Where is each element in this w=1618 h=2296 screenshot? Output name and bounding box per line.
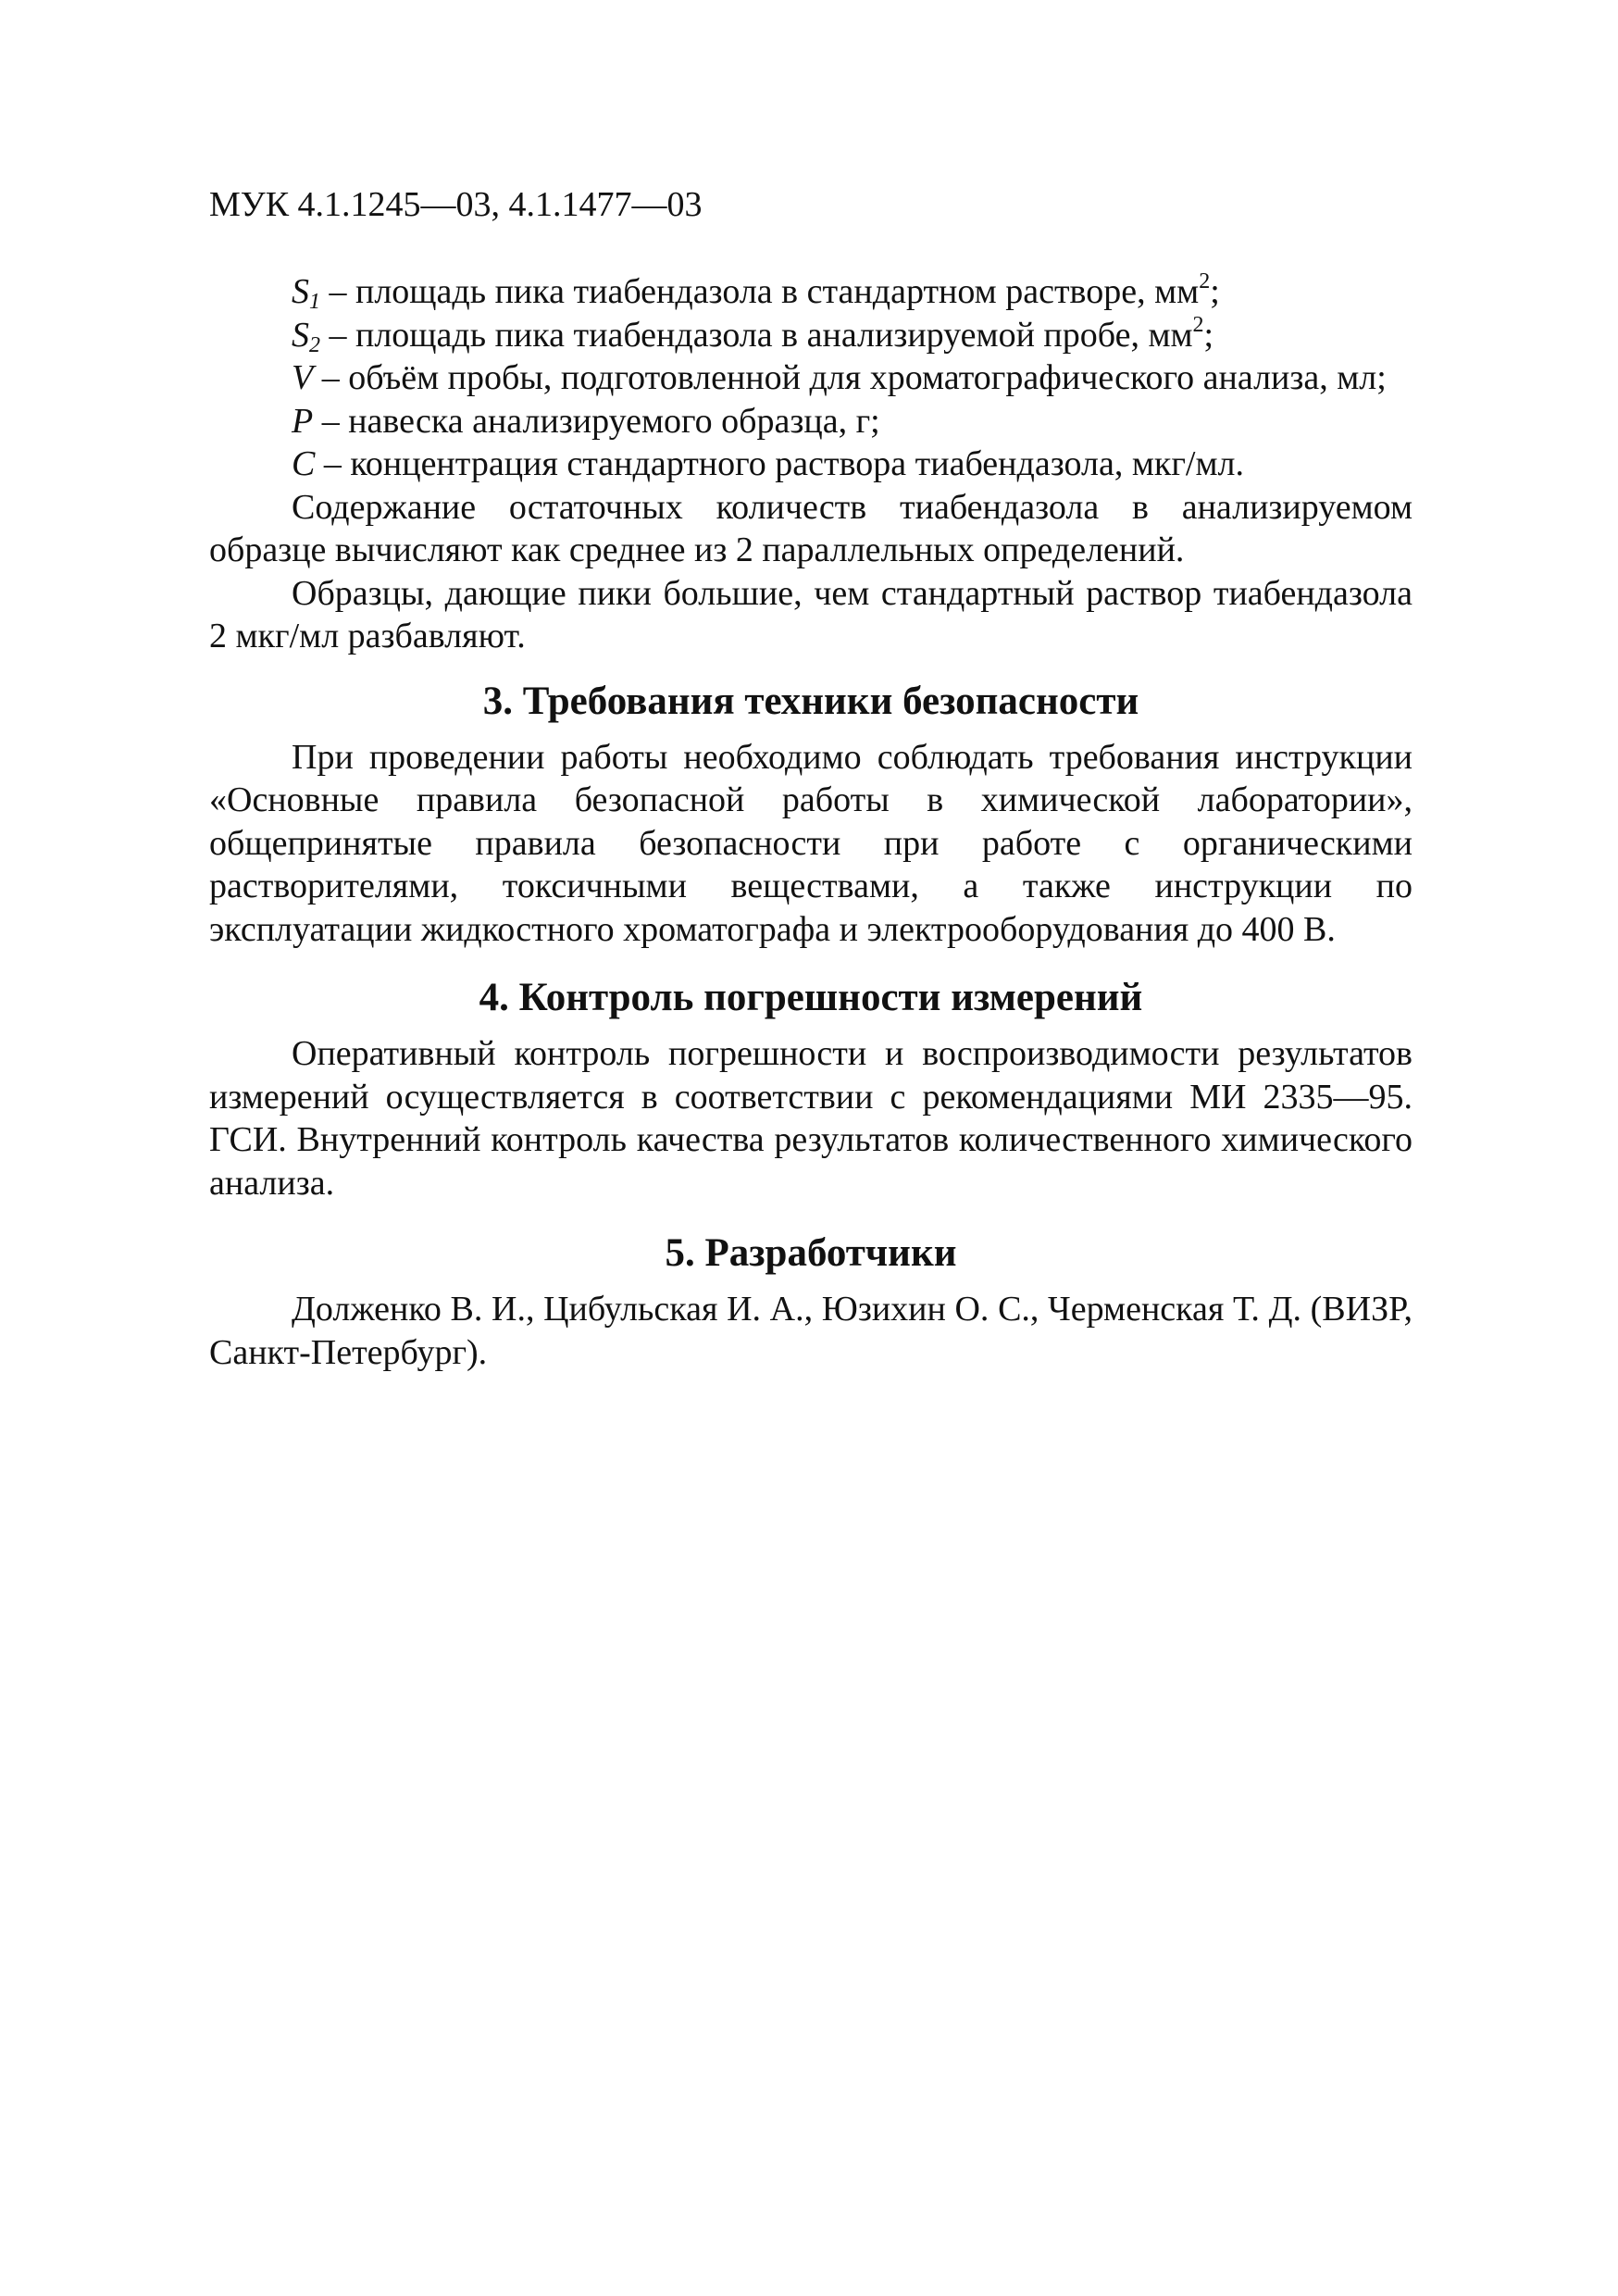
section-title-safety: 3. Требования техники безопасности xyxy=(482,679,1139,723)
definition-text: – площадь пика тиабендазола в анализируемой пробе, мм xyxy=(320,315,1193,355)
definition-text: – площадь пика тиабендазола в стандартном растворе, мм xyxy=(320,272,1200,311)
definition-text: – концентрация стандартного раствора тиабендазола, мкг/мл. xyxy=(315,444,1244,483)
section-body-developers: Долженко В. И., Цибульская И. А., Юзихин О. С., Черменская Т. Д. (ВИЗР, Санкт-Петербург). xyxy=(209,1290,1413,1372)
definition-tail: ; xyxy=(1203,315,1214,355)
section-title-accuracy: 4. Контроль погрешности измерений xyxy=(479,976,1143,1019)
paragraph-dilution: Образцы, дающие пики большие, чем стандартный раствор тиабендазола 2 мкг/мл разбавляют. xyxy=(209,573,1413,655)
definition-subscript: 2 xyxy=(309,332,320,357)
definition-s2 xyxy=(209,314,1413,357)
definition-subscript: 1 xyxy=(309,290,320,314)
paragraph-result-calc: Содержание остаточных количеств тиабендазола в анализируемом образце вычисляют как среднее из 2 параллельных определений. xyxy=(209,487,1413,569)
section-title-developers: 5. Разработчики xyxy=(665,1231,957,1275)
definition-tail: ; xyxy=(1210,272,1220,311)
definition-symbol: C xyxy=(292,444,316,483)
definition-text: – объём пробы, подготовленной для хроматографического анализа, мл; xyxy=(313,358,1387,397)
section-body-accuracy: Оперативный контроль погрешности и воспроизводимости результатов измерений осуществляется в соответствии с рекомендациями МИ 2335—95. ГСИ. Внутренний контроль качества результатов количественного химического анализа. xyxy=(209,1034,1413,1203)
definition-symbol: P xyxy=(292,401,314,441)
definition-superscript: 2 xyxy=(1199,269,1211,293)
section-body-safety: При проведении работы необходимо соблюдать требования инструкции «Основные правила безопасной работы в химической лаборатории», общепринятые правила безопасности при работе с органическими растворителями, токсичными веществами, а также инструкции по эксплуатации жидкостного хроматографа и электрооборудования до 400 В. xyxy=(209,737,1413,949)
document-body xyxy=(209,270,1413,1374)
definition-symbol: S xyxy=(292,315,309,355)
running-header: МУК 4.1.1245—03, 4.1.1477—03 xyxy=(209,185,703,224)
definition-p xyxy=(209,400,1413,443)
definition-text: – навеска анализируемого образца, г; xyxy=(313,401,880,441)
definition-s1 xyxy=(209,270,1413,314)
definition-v xyxy=(209,356,1413,400)
definition-c xyxy=(209,443,1413,486)
definition-superscript: 2 xyxy=(1192,312,1204,337)
definition-symbol: V xyxy=(292,358,314,397)
definition-symbol: S xyxy=(292,272,309,311)
